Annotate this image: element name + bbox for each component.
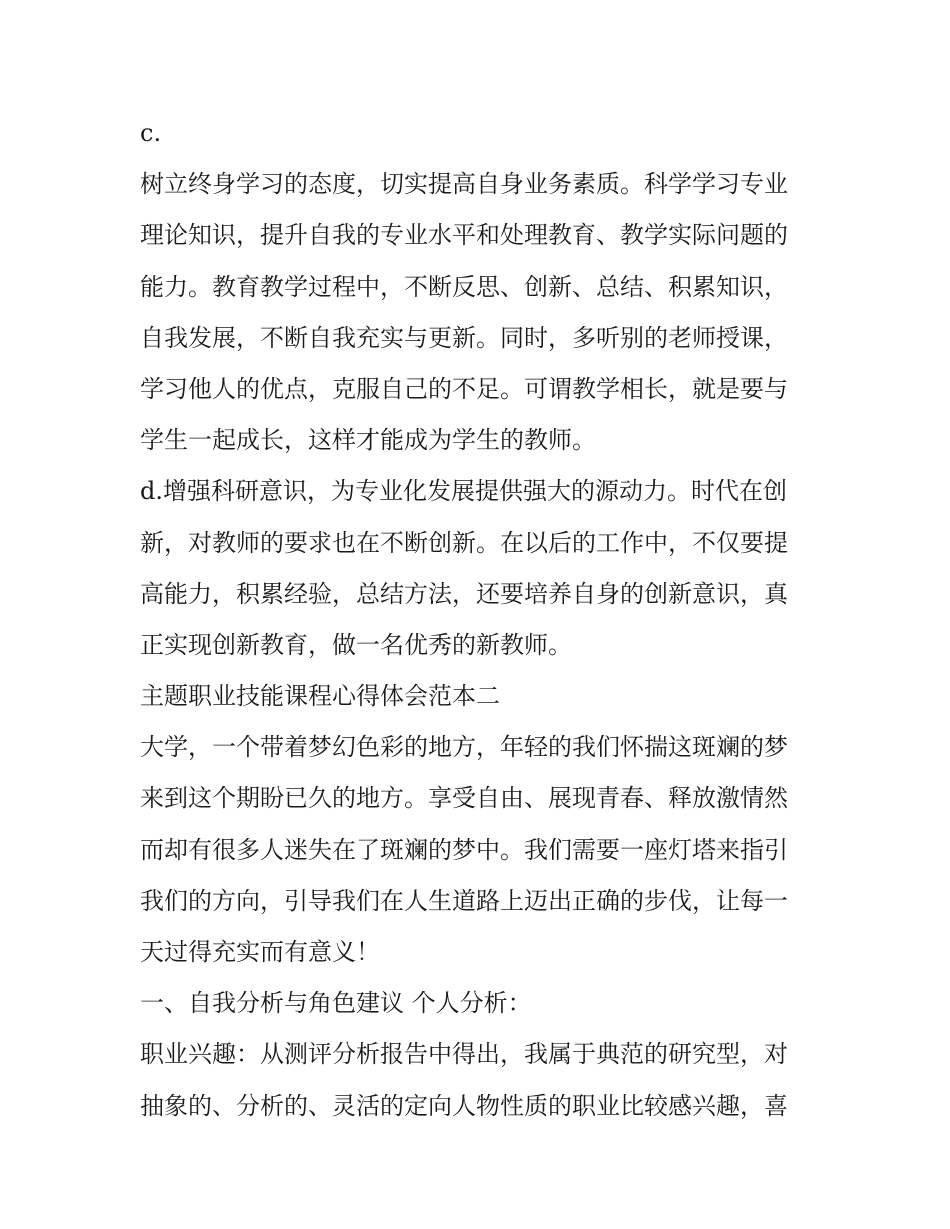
section-heading: 主题职业技能课程心得体会范本二	[140, 682, 500, 711]
text-line: 抽象的、分析的、灵活的定向人物性质的职业比较感兴趣，喜	[140, 1091, 788, 1120]
text-line: 学生一起成长，这样才能成为学生的教师。	[140, 426, 596, 455]
text-line: 天过得充实而有意义！	[140, 938, 380, 966]
text-line: 职业兴趣：从测评分析报告中得出，我属于典范的研究型，对	[140, 1040, 788, 1069]
text-line: c.	[140, 119, 162, 147]
text-line: 自我发展，不断自我充实与更新。同时，多听别的老师授课，	[140, 323, 788, 352]
text-line: d.增强科研意识，为专业化发展提供强大的源动力。时代在创	[140, 477, 787, 506]
text-line: 而却有很多人迷失在了斑斓的梦中。我们需要一座灯塔来指引	[140, 835, 788, 864]
text-line: 树立终身学习的态度，切实提高自身业务素质。科学学习专业	[140, 170, 788, 199]
text-line: 高能力，积累经验，总结方法，还要培养自身的创新意识，真	[140, 579, 788, 608]
text-line: 我们的方向，引导我们在人生道路上迈出正确的步伐，让每一	[140, 886, 788, 915]
text-line: 学习他人的优点，克服自己的不足。可谓教学相长，就是要与	[140, 374, 788, 403]
document-body	[140, 108, 815, 1132]
subsection-heading: 一、自我分析与角色建议 个人分析：	[140, 989, 532, 1018]
text-line: 能力。教育教学过程中，不断反思、创新、总结、积累知识，	[140, 272, 788, 301]
text-line: 新，对教师的要求也在不断创新。在以后的工作中，不仅要提	[140, 528, 788, 557]
text-line: 大学，一个带着梦幻色彩的地方，年轻的我们怀揣这斑斓的梦	[140, 733, 788, 762]
text-line: 来到这个期盼已久的地方。享受自由、展现青春、释放激情然	[140, 784, 788, 813]
text-line: 理论知识，提升自我的专业水平和处理教育、教学实际问题的	[140, 221, 788, 250]
text-line: 正实现创新教育，做一名优秀的新教师。	[140, 630, 572, 659]
